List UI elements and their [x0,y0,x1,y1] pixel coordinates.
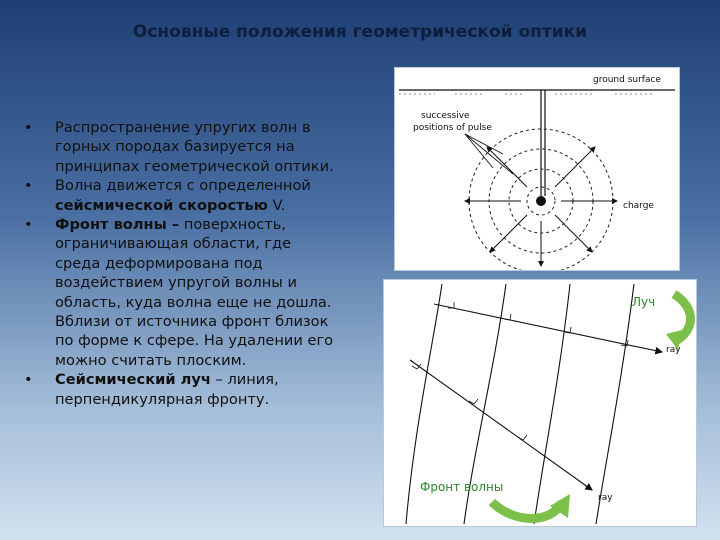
curved-arrow-icon [492,502,562,519]
label-leader-line [465,134,513,174]
bullet-text: – линия, [210,371,279,389]
bullet-text: Вблизи от источника фронт близок [55,313,329,331]
bullet-text: поверхность, [179,216,287,234]
wavefront-diagram [395,68,679,270]
bullet-text: воздействием упругой волны и [55,274,297,292]
bullet-item-optics [22,118,372,137]
bullet-continuation [22,196,372,215]
bullet-text: среда деформирована под [55,254,263,272]
bullet-item-ray [22,370,372,389]
bullet-continuation [22,137,372,156]
bullet-continuation [22,390,372,409]
bullet-continuation [22,273,372,292]
bullet-continuation [22,254,372,273]
ray-arrow [490,215,527,252]
bullet-marker: • [24,371,33,389]
bullet-text: Распространение упругих волн в [55,119,311,136]
label-leader-line [465,134,503,154]
bullet-continuation [22,157,372,176]
wavefront-arc [596,284,634,524]
bold-term: Фронт волны – [55,216,180,234]
right-angle-mark [518,435,527,440]
bullet-continuation [22,312,372,331]
bullet-text: можно считать плоским. [55,351,247,369]
slide-title: Основные положения геометрической оптики [132,22,588,42]
ray-label-ru: Луч [632,295,656,309]
bullet-text: принципах геометрической оптики. [55,157,334,175]
bullet-marker: • [24,216,33,234]
bullet-text: ограничивающая области, где [55,235,292,253]
bullet-text: Волна движется с определенной [55,177,311,195]
ray-label-1: ray [666,345,681,355]
bullet-continuation [22,234,372,253]
bullet-continuation [22,351,372,370]
bullet-text: по форме к сфере. На удалении его [55,332,334,350]
ground-surface-label: ground surface [593,75,661,85]
bullet-item-wavefront [22,215,372,234]
ray-line [410,360,592,490]
charge-label: charge [623,201,654,211]
wavefront-arc [534,284,570,524]
bullet-text: V. [267,196,286,214]
figure-spherical-wavefront [394,67,680,271]
bullet-text: перпендикулярная фронту. [55,390,270,408]
bullet-continuation [22,331,372,350]
bullet-list [22,118,372,409]
bullet-text: область, куда волна еще не дошла. [55,293,332,311]
charge-point [536,196,546,206]
ray-arrow [555,215,592,252]
bold-term: Сейсмический луч [55,371,211,389]
ray-label-2: ray [598,493,613,503]
right-angle-marks [412,302,628,440]
bullet-item-velocity [22,176,372,195]
label-leader-line [465,134,493,168]
bold-term: сейсмической скоростью [55,196,268,214]
right-angle-mark [621,340,628,346]
wavefront-label-ru: Фронт волны [420,480,504,494]
figure-ray-wavefront [383,279,697,527]
bullet-continuation [22,293,372,312]
bullet-marker: • [24,119,33,136]
positions-of-pulse-label: positions of pulse [413,123,492,133]
ray-diagram [384,280,696,526]
bullet-text: горных породах базируется на [55,138,295,156]
bullet-marker: • [24,177,33,195]
successive-label: successive [421,111,470,121]
